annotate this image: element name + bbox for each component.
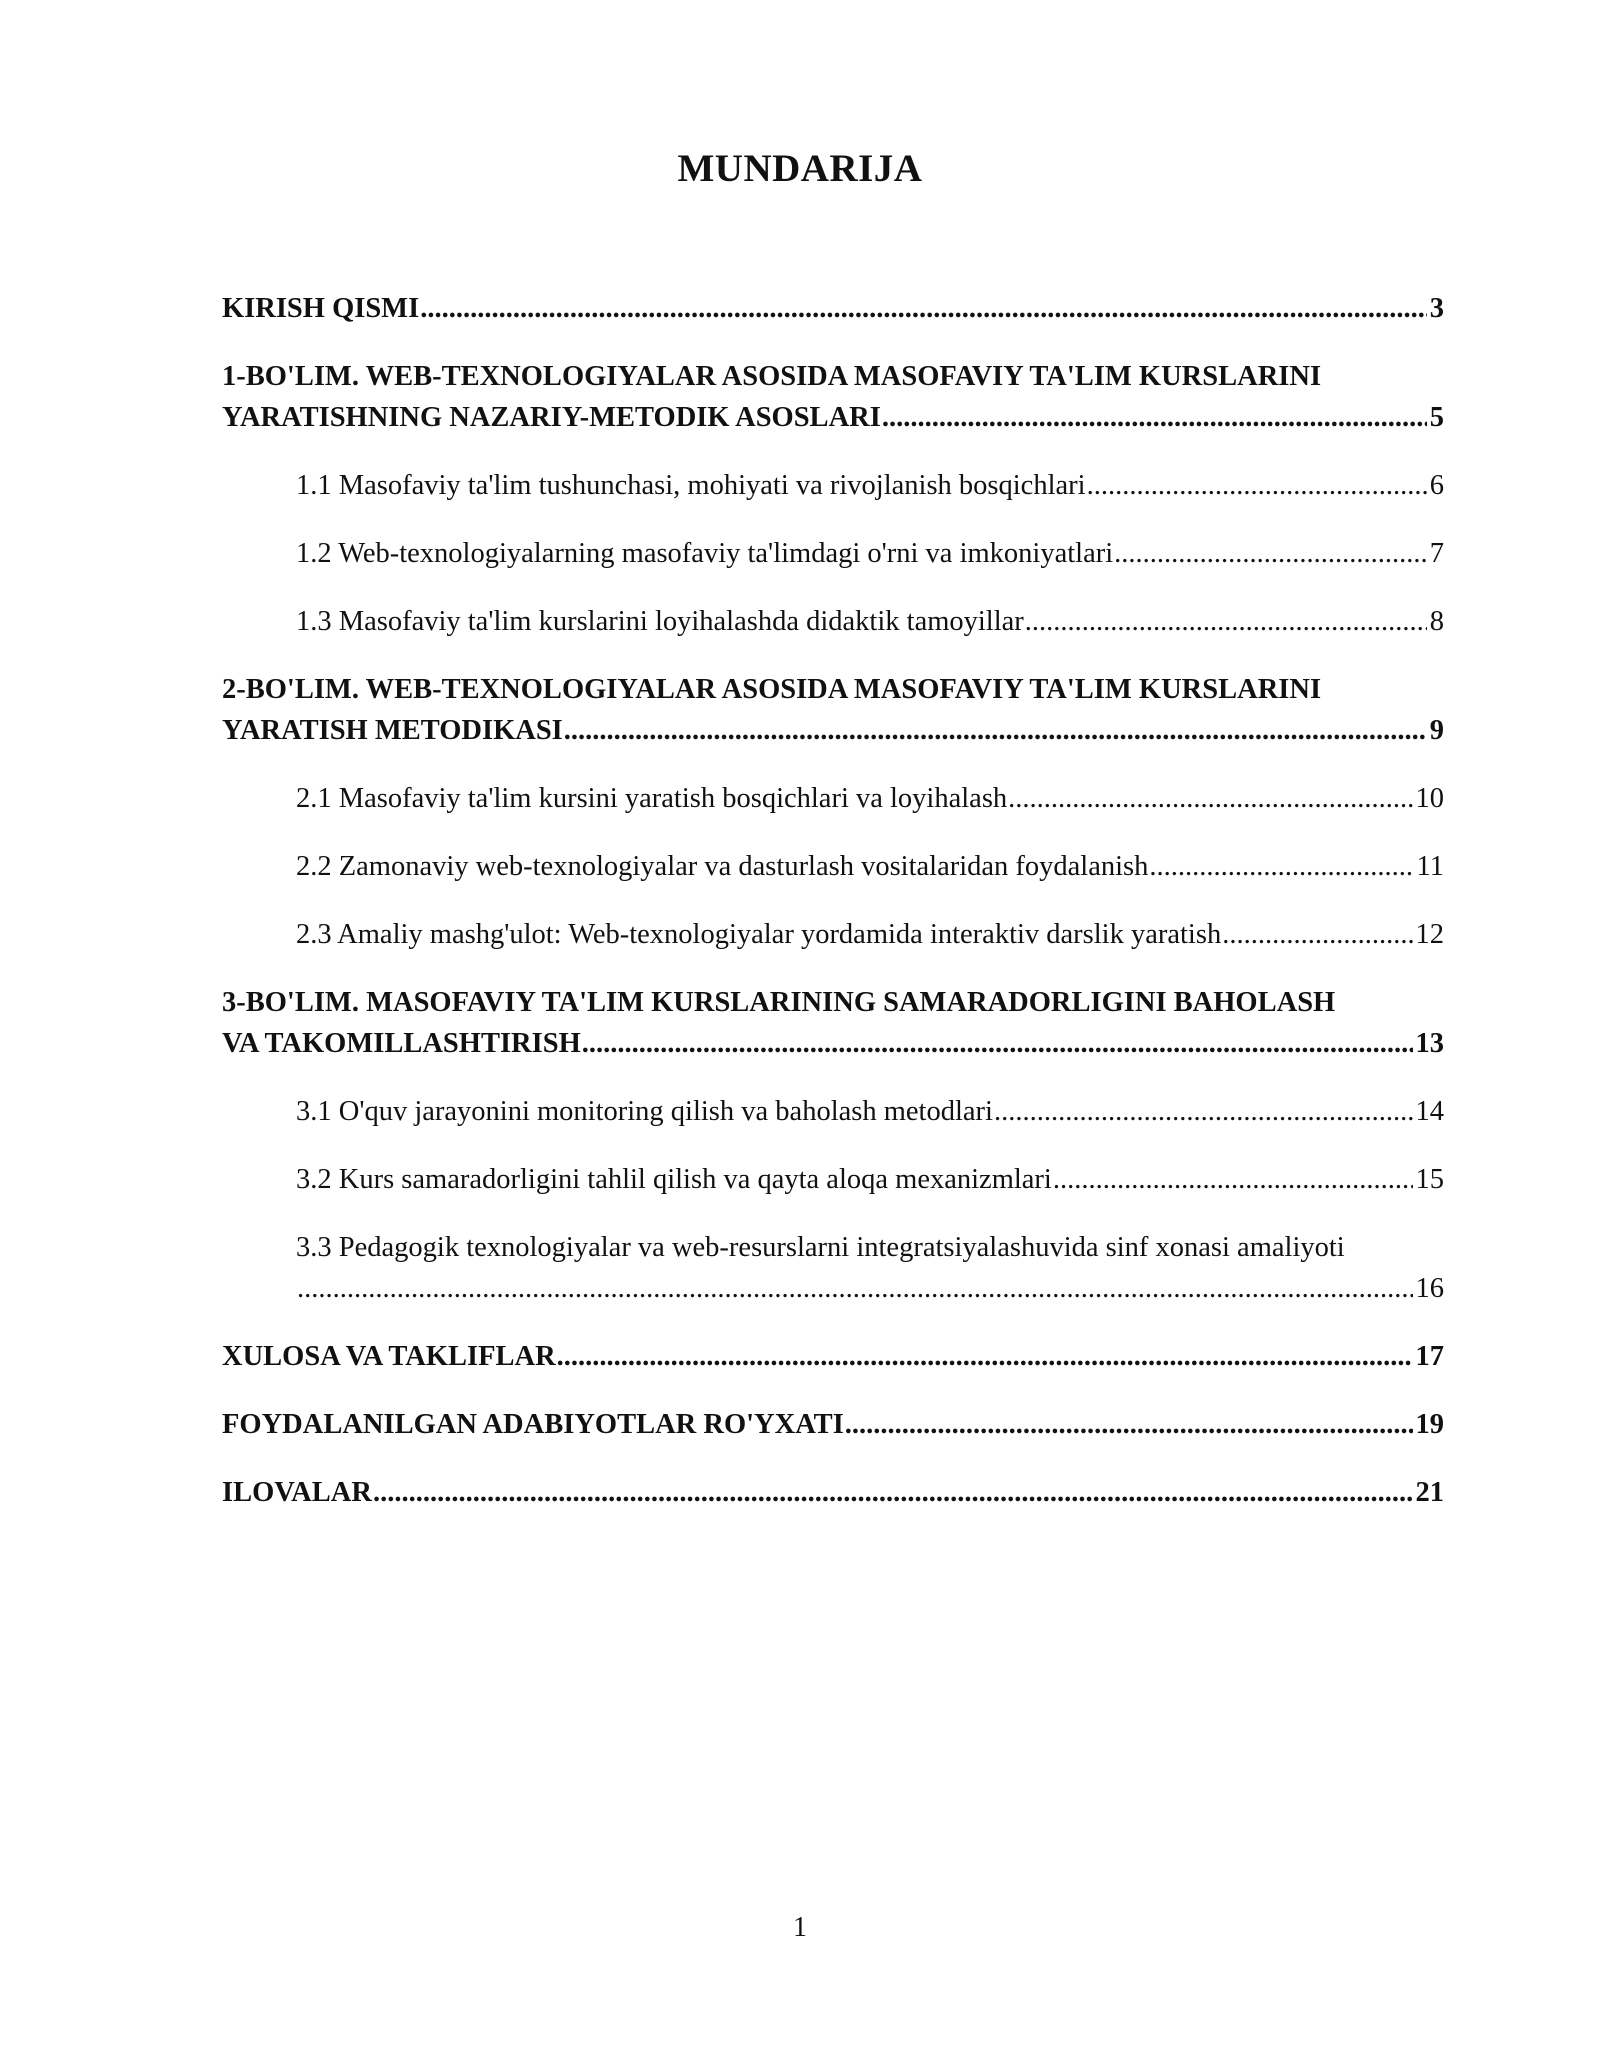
toc-page-number: 10 bbox=[1415, 783, 1444, 814]
toc-entry-title-line1: 3-BO'LIM. MASOFAVIY TA'LIM KURSLARINING SAMARADORLIGINI BAHOLASH bbox=[222, 987, 1336, 1018]
toc-entry-bolim-1[interactable] bbox=[222, 356, 1444, 438]
toc-line bbox=[296, 1268, 1444, 1309]
dot-leader bbox=[1008, 778, 1412, 819]
toc-line bbox=[296, 1091, 1444, 1132]
toc-entry-title: 1.3 Masofaviy ta'lim kurslarini loyihalashda didaktik tamoyillar bbox=[296, 606, 1024, 637]
toc-line bbox=[296, 465, 1444, 506]
toc-page-number: 7 bbox=[1429, 538, 1444, 569]
dot-leader bbox=[373, 1472, 1413, 1513]
toc-entry-title: 3.3 Pedagogik texnologiyalar va web-resurslarni integratsiyalashuvida sinf xonasi amaliyoti bbox=[296, 1232, 1345, 1263]
dot-leader bbox=[557, 1336, 1413, 1377]
toc-entry-2-2[interactable] bbox=[222, 846, 1444, 887]
toc-entry-3-2[interactable] bbox=[222, 1159, 1444, 1200]
toc-entry-3-1[interactable] bbox=[222, 1091, 1444, 1132]
toc-entry-1-3[interactable] bbox=[222, 601, 1444, 642]
toc-entry-title: 3.1 O'quv jarayonini monitoring qilish va baholash metodlari bbox=[296, 1096, 993, 1127]
toc-page-number: 6 bbox=[1429, 470, 1444, 501]
toc-line bbox=[222, 1336, 1444, 1377]
toc-page-number: 5 bbox=[1429, 402, 1444, 433]
toc-entry-title: 3.2 Kurs samaradorligini tahlil qilish va qayta aloqa mexanizmlari bbox=[296, 1164, 1052, 1195]
dot-leader bbox=[297, 1268, 1413, 1309]
toc-line bbox=[296, 914, 1444, 955]
dot-leader bbox=[564, 710, 1427, 751]
dot-leader bbox=[1149, 846, 1413, 887]
toc-entry-title: 1.2 Web-texnologiyalarning masofaviy ta'limdagi o'rni va imkoniyatlari bbox=[296, 538, 1114, 569]
toc-entry-title: 2.2 Zamonaviy web-texnologiyalar va dasturlash vositalaridan foydalanish bbox=[296, 851, 1149, 882]
toc-entry-kirish[interactable] bbox=[222, 288, 1444, 329]
toc-entry-title-line1: 1-BO'LIM. WEB-TEXNOLOGIYALAR ASOSIDA MASOFAVIY TA'LIM KURSLARINI bbox=[222, 361, 1322, 392]
dot-leader bbox=[994, 1091, 1413, 1132]
toc-page-number: 11 bbox=[1416, 851, 1444, 882]
toc-line bbox=[222, 1404, 1444, 1445]
toc-page-number: 9 bbox=[1429, 715, 1444, 746]
toc-entry-1-2[interactable] bbox=[222, 533, 1444, 574]
dot-leader bbox=[845, 1404, 1413, 1445]
page-title: MUNDARIJA bbox=[677, 147, 923, 190]
toc-page-number: 12 bbox=[1415, 919, 1444, 950]
toc-line bbox=[296, 778, 1444, 819]
toc-entry-title-line2: YARATISH METODIKASI bbox=[222, 715, 563, 746]
toc-page-number: 13 bbox=[1415, 1028, 1444, 1059]
toc-line bbox=[296, 601, 1444, 642]
toc-page-number: 17 bbox=[1415, 1341, 1444, 1372]
toc-entry-2-3[interactable] bbox=[222, 914, 1444, 955]
toc-line bbox=[222, 288, 1444, 329]
dot-leader bbox=[420, 288, 1427, 329]
toc-entry-title: KIRISH QISMI bbox=[222, 293, 420, 324]
toc-entry-bolim-3[interactable] bbox=[222, 982, 1444, 1064]
dot-leader bbox=[1087, 465, 1427, 506]
toc-line bbox=[222, 1472, 1444, 1513]
toc-page-number: 8 bbox=[1429, 606, 1444, 637]
toc-entry-xulosa[interactable] bbox=[222, 1336, 1444, 1377]
toc-page-number: 19 bbox=[1415, 1409, 1444, 1440]
toc-entry-ilovalar[interactable] bbox=[222, 1472, 1444, 1513]
toc-line bbox=[222, 1023, 1444, 1064]
toc-entry-2-1[interactable] bbox=[222, 778, 1444, 819]
dot-leader bbox=[882, 397, 1427, 438]
dot-leader bbox=[1222, 914, 1412, 955]
toc-page-number: 14 bbox=[1415, 1096, 1444, 1127]
toc-page-number: 16 bbox=[1415, 1273, 1444, 1304]
toc-entry-title: 1.1 Masofaviy ta'lim tushunchasi, mohiyati va rivojlanish bosqichlari bbox=[296, 470, 1086, 501]
toc-entry-title: ILOVALAR bbox=[222, 1477, 372, 1508]
dot-leader bbox=[582, 1023, 1413, 1064]
toc-entry-title-line2: YARATISHNING NAZARIY-METODIK ASOSLARI bbox=[222, 402, 881, 433]
toc-line bbox=[296, 846, 1444, 887]
toc-line bbox=[296, 533, 1444, 574]
dot-leader bbox=[1114, 533, 1427, 574]
toc-line bbox=[222, 397, 1444, 438]
toc-entry-title: XULOSA VA TAKLIFLAR bbox=[222, 1341, 556, 1372]
toc-entry-title-line1: 2-BO'LIM. WEB-TEXNOLOGIYALAR ASOSIDA MASOFAVIY TA'LIM KURSLARINI bbox=[222, 674, 1322, 705]
toc-entry-3-3[interactable] bbox=[222, 1227, 1444, 1309]
dot-leader bbox=[1053, 1159, 1413, 1200]
page-footer-number: 1 bbox=[793, 1912, 807, 1943]
toc-page-number: 21 bbox=[1415, 1477, 1444, 1508]
toc-entry-1-1[interactable] bbox=[222, 465, 1444, 506]
dot-leader bbox=[1025, 601, 1427, 642]
toc-page-number: 3 bbox=[1429, 293, 1444, 324]
toc-entry-title-line2: VA TAKOMILLASHTIRISH bbox=[222, 1028, 581, 1059]
toc-line bbox=[222, 710, 1444, 751]
toc-page-number: 15 bbox=[1415, 1164, 1444, 1195]
toc-entry-title: 2.3 Amaliy mashg'ulot: Web-texnologiyalar yordamida interaktiv darslik yaratish bbox=[296, 919, 1222, 950]
toc-entry-title: FOYDALANILGAN ADABIYOTLAR RO'YXATI bbox=[222, 1409, 844, 1440]
toc-line bbox=[296, 1159, 1444, 1200]
toc-entry-title: 2.1 Masofaviy ta'lim kursini yaratish bosqichlari va loyihalash bbox=[296, 783, 1008, 814]
toc-entry-bolim-2[interactable] bbox=[222, 669, 1444, 751]
toc-entry-adabiyotlar[interactable] bbox=[222, 1404, 1444, 1445]
table-of-contents bbox=[222, 288, 1444, 1540]
